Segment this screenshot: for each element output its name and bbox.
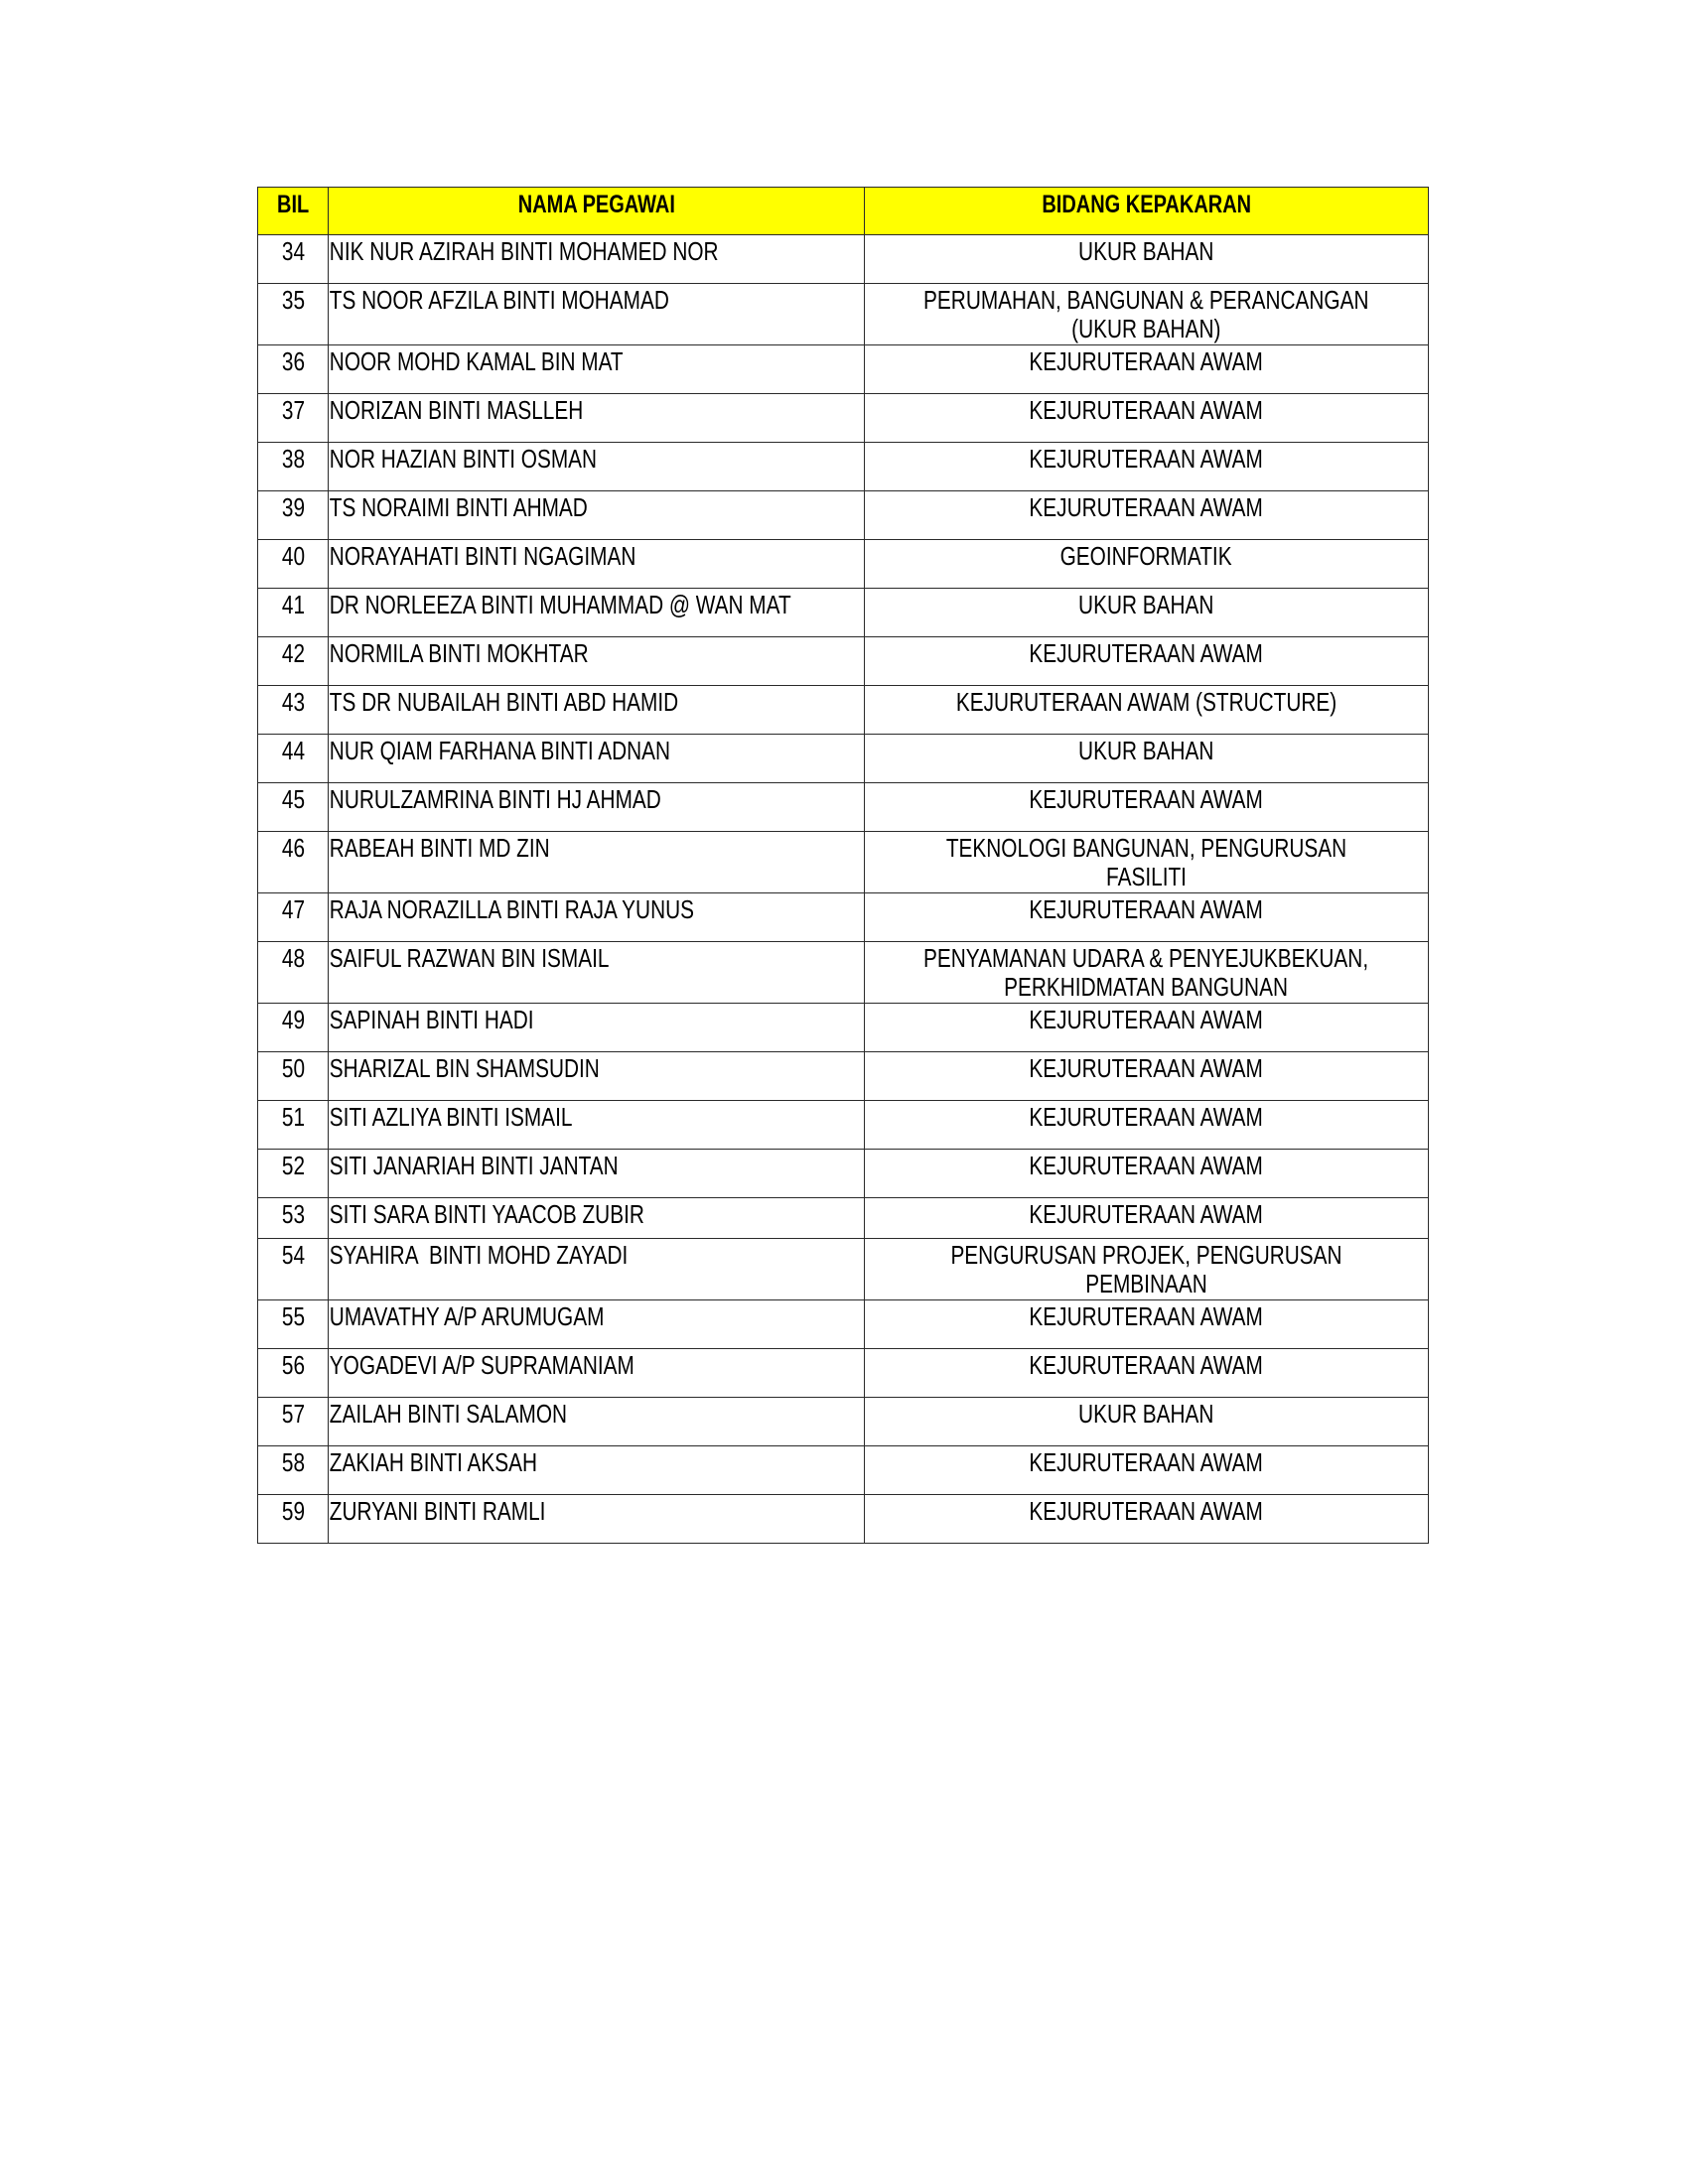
table-row	[258, 637, 1429, 686]
table-row	[258, 686, 1429, 735]
officer-name: RABEAH BINTI MD ZIN	[329, 833, 550, 863]
expertise-field	[1030, 1150, 1263, 1180]
expertise-line: KEJURUTERAAN AWAM (STRUCTURE)	[955, 687, 1337, 717]
expertise-field	[1030, 783, 1263, 814]
cell-nama-pegawai	[329, 942, 865, 1004]
cell-nama-pegawai	[329, 1300, 865, 1349]
table-header-row	[258, 188, 1429, 235]
row-number: 49	[281, 1005, 305, 1034]
row-number: 43	[281, 687, 305, 717]
expertise-field	[1030, 1349, 1263, 1380]
table-row	[258, 235, 1429, 284]
expertise-line: KEJURUTERAAN AWAM	[1029, 1151, 1264, 1180]
table-row	[258, 491, 1429, 540]
cell-bil	[258, 637, 329, 686]
officer-name: UMAVATHY A/P ARUMUGAM	[329, 1301, 605, 1331]
cell-nama-pegawai	[329, 1349, 865, 1398]
table-row	[258, 1495, 1429, 1544]
row-number: 54	[281, 1240, 305, 1270]
header-bil	[258, 188, 329, 235]
cell-bidang-kepakaran	[865, 235, 1429, 284]
table-row	[258, 1446, 1429, 1495]
row-number: 40	[281, 541, 305, 571]
row-number: 52	[281, 1151, 305, 1180]
cell-bil	[258, 589, 329, 637]
expertise-line: KEJURUTERAAN AWAM	[1029, 1350, 1264, 1380]
table-row	[258, 589, 1429, 637]
row-number: 38	[281, 444, 305, 474]
officer-name: NOR HAZIAN BINTI OSMAN	[329, 444, 598, 474]
cell-bidang-kepakaran	[865, 345, 1429, 394]
cell-bil	[258, 1004, 329, 1052]
expertise-line: KEJURUTERAAN AWAM	[1029, 1301, 1264, 1331]
expertise-line: KEJURUTERAAN AWAM	[1029, 1005, 1264, 1034]
expertise-line: KEJURUTERAAN AWAM	[1029, 1102, 1264, 1132]
row-number: 58	[281, 1447, 305, 1477]
row-number: 56	[281, 1350, 305, 1380]
table-row	[258, 443, 1429, 491]
table-row	[258, 1300, 1429, 1349]
table-row	[258, 540, 1429, 589]
cell-bil	[258, 284, 329, 345]
expertise-field	[1030, 394, 1263, 425]
cell-bil	[258, 1239, 329, 1300]
expertise-field	[923, 942, 1368, 1002]
staff-expertise-table	[257, 187, 1429, 1544]
officer-name: NURULZAMRINA BINTI HJ AHMAD	[329, 784, 661, 814]
table-row	[258, 832, 1429, 893]
expertise-field	[1030, 1198, 1263, 1229]
expertise-field	[921, 832, 1372, 891]
header-nama-pegawai	[329, 188, 865, 235]
cell-nama-pegawai	[329, 1398, 865, 1446]
cell-nama-pegawai	[329, 540, 865, 589]
table-row	[258, 284, 1429, 345]
officer-name: DR NORLEEZA BINTI MUHAMMAD @ WAN MAT	[329, 590, 791, 619]
expertise-field	[1030, 443, 1263, 474]
cell-nama-pegawai	[329, 1198, 865, 1239]
cell-nama-pegawai	[329, 1495, 865, 1544]
cell-bil	[258, 1300, 329, 1349]
officer-name: SYAHIRA BINTI MOHD ZAYADI	[329, 1240, 629, 1270]
expertise-field	[921, 1239, 1372, 1298]
cell-nama-pegawai	[329, 1101, 865, 1150]
expertise-field	[923, 284, 1368, 343]
cell-nama-pegawai	[329, 783, 865, 832]
cell-bil	[258, 1398, 329, 1446]
expertise-line: UKUR BAHAN	[1078, 236, 1214, 266]
cell-bidang-kepakaran	[865, 637, 1429, 686]
officer-name: ZAILAH BINTI SALAMON	[329, 1399, 568, 1429]
expertise-field	[1030, 893, 1263, 924]
cell-nama-pegawai	[329, 893, 865, 942]
cell-bidang-kepakaran	[865, 1495, 1429, 1544]
cell-bidang-kepakaran	[865, 686, 1429, 735]
cell-bidang-kepakaran	[865, 735, 1429, 783]
cell-nama-pegawai	[329, 686, 865, 735]
officer-name: TS NORAIMI BINTI AHMAD	[329, 492, 588, 522]
cell-nama-pegawai	[329, 589, 865, 637]
table-row	[258, 783, 1429, 832]
cell-nama-pegawai	[329, 443, 865, 491]
expertise-line: KEJURUTERAAN AWAM	[1029, 492, 1264, 522]
officer-name: SITI JANARIAH BINTI JANTAN	[329, 1151, 619, 1180]
cell-bil	[258, 345, 329, 394]
cell-bidang-kepakaran	[865, 284, 1429, 345]
cell-nama-pegawai	[329, 345, 865, 394]
cell-bidang-kepakaran	[865, 783, 1429, 832]
officer-name: SAIFUL RAZWAN BIN ISMAIL	[329, 943, 610, 973]
officer-name: ZURYANI BINTI RAMLI	[329, 1496, 546, 1526]
expertise-field	[1030, 491, 1263, 522]
row-number: 48	[281, 943, 305, 973]
cell-bil	[258, 235, 329, 284]
expertise-line: GEOINFORMATIK	[1060, 541, 1232, 571]
expertise-field	[1030, 637, 1263, 668]
cell-nama-pegawai	[329, 491, 865, 540]
row-number: 51	[281, 1102, 305, 1132]
expertise-line: PENGURUSAN PROJEK, PENGURUSAN PEMBINAAN	[950, 1240, 1342, 1298]
cell-bidang-kepakaran	[865, 443, 1429, 491]
row-number: 42	[281, 638, 305, 668]
cell-bidang-kepakaran	[865, 540, 1429, 589]
cell-bil	[258, 783, 329, 832]
cell-bil	[258, 443, 329, 491]
cell-nama-pegawai	[329, 1004, 865, 1052]
cell-bil	[258, 540, 329, 589]
header-bil-label: BIL	[276, 191, 310, 218]
cell-bil	[258, 942, 329, 1004]
expertise-field	[1030, 345, 1263, 376]
expertise-line: PENYAMANAN UDARA & PENYEJUKBEKUAN,	[923, 943, 1369, 973]
row-number: 44	[281, 736, 305, 765]
cell-bil	[258, 491, 329, 540]
header-bidang-kepakaran	[865, 188, 1429, 235]
cell-bidang-kepakaran	[865, 1300, 1429, 1349]
cell-bil	[258, 1198, 329, 1239]
row-number: 34	[281, 236, 305, 266]
cell-bil	[258, 1349, 329, 1398]
row-number: 50	[281, 1053, 305, 1083]
table-row	[258, 1398, 1429, 1446]
cell-nama-pegawai	[329, 284, 865, 345]
officer-name: SHARIZAL BIN SHAMSUDIN	[329, 1053, 600, 1083]
row-number: 35	[281, 285, 305, 315]
cell-bil	[258, 832, 329, 893]
cell-nama-pegawai	[329, 1239, 865, 1300]
table-row	[258, 1349, 1429, 1398]
officer-name: NORMILA BINTI MOKHTAR	[329, 638, 589, 668]
row-number: 47	[281, 894, 305, 924]
cell-bidang-kepakaran	[865, 1052, 1429, 1101]
row-number: 39	[281, 492, 305, 522]
cell-bil	[258, 735, 329, 783]
expertise-field	[1030, 1101, 1263, 1132]
cell-bidang-kepakaran	[865, 1239, 1429, 1300]
cell-bil	[258, 1495, 329, 1544]
cell-bil	[258, 686, 329, 735]
expertise-line: KEJURUTERAAN AWAM	[1029, 1447, 1264, 1477]
officer-name: SAPINAH BINTI HADI	[329, 1005, 534, 1034]
table-row	[258, 1004, 1429, 1052]
expertise-line: PERKHIDMATAN BANGUNAN	[1004, 972, 1289, 1002]
cell-bidang-kepakaran	[865, 1446, 1429, 1495]
cell-nama-pegawai	[329, 1052, 865, 1101]
row-number: 57	[281, 1399, 305, 1429]
officer-name: NIK NUR AZIRAH BINTI MOHAMED NOR	[329, 236, 719, 266]
row-number: 45	[281, 784, 305, 814]
expertise-field	[1078, 735, 1213, 765]
header-bidang-label: BIDANG KEPAKARAN	[1042, 191, 1251, 218]
table-row	[258, 942, 1429, 1004]
table-row	[258, 345, 1429, 394]
expertise-line: UKUR BAHAN	[1078, 736, 1214, 765]
expertise-line: KEJURUTERAAN AWAM	[1029, 444, 1264, 474]
row-number: 36	[281, 346, 305, 376]
cell-nama-pegawai	[329, 637, 865, 686]
expertise-line: KEJURUTERAAN AWAM	[1029, 784, 1264, 814]
officer-name: SITI SARA BINTI YAACOB ZUBIR	[329, 1199, 644, 1229]
cell-nama-pegawai	[329, 235, 865, 284]
table-body	[258, 235, 1429, 1544]
cell-bidang-kepakaran	[865, 942, 1429, 1004]
cell-bidang-kepakaran	[865, 1004, 1429, 1052]
officer-name: RAJA NORAZILLA BINTI RAJA YUNUS	[329, 894, 694, 924]
cell-bidang-kepakaran	[865, 1349, 1429, 1398]
row-number: 53	[281, 1199, 305, 1229]
cell-bil	[258, 893, 329, 942]
table-row	[258, 1198, 1429, 1239]
cell-bidang-kepakaran	[865, 1398, 1429, 1446]
expertise-field	[1060, 540, 1232, 571]
expertise-field	[1030, 1004, 1263, 1034]
cell-nama-pegawai	[329, 832, 865, 893]
officer-name: NUR QIAM FARHANA BINTI ADNAN	[329, 736, 671, 765]
expertise-field	[1030, 1446, 1263, 1477]
row-number: 37	[281, 395, 305, 425]
cell-bidang-kepakaran	[865, 394, 1429, 443]
cell-nama-pegawai	[329, 394, 865, 443]
expertise-field	[1078, 235, 1213, 266]
expertise-field	[956, 686, 1336, 717]
expertise-line: KEJURUTERAAN AWAM	[1029, 346, 1264, 376]
cell-nama-pegawai	[329, 1150, 865, 1198]
row-number: 59	[281, 1496, 305, 1526]
cell-nama-pegawai	[329, 1446, 865, 1495]
expertise-line: (UKUR BAHAN)	[1071, 314, 1221, 343]
officer-name: NOOR MOHD KAMAL BIN MAT	[329, 346, 624, 376]
header-nama-label: NAMA PEGAWAI	[517, 191, 675, 218]
cell-bidang-kepakaran	[865, 491, 1429, 540]
table-row	[258, 1052, 1429, 1101]
table-row	[258, 735, 1429, 783]
expertise-line: KEJURUTERAAN AWAM	[1029, 1199, 1264, 1229]
row-number: 41	[281, 590, 305, 619]
expertise-line: UKUR BAHAN	[1078, 1399, 1214, 1429]
expertise-line: UKUR BAHAN	[1078, 590, 1214, 619]
cell-bil	[258, 1446, 329, 1495]
table-row	[258, 893, 1429, 942]
row-number: 46	[281, 833, 305, 863]
table-row	[258, 394, 1429, 443]
expertise-line: KEJURUTERAAN AWAM	[1029, 1053, 1264, 1083]
officer-name: TS DR NUBAILAH BINTI ABD HAMID	[329, 687, 679, 717]
cell-bidang-kepakaran	[865, 1101, 1429, 1150]
expertise-line: KEJURUTERAAN AWAM	[1029, 395, 1264, 425]
expertise-line: KEJURUTERAAN AWAM	[1029, 894, 1264, 924]
expertise-field	[1078, 1398, 1213, 1429]
expertise-line: KEJURUTERAAN AWAM	[1029, 1496, 1264, 1526]
cell-bidang-kepakaran	[865, 893, 1429, 942]
table-row	[258, 1239, 1429, 1300]
officer-name: YOGADEVI A/P SUPRAMANIAM	[329, 1350, 634, 1380]
officer-name: NORIZAN BINTI MASLLEH	[329, 395, 584, 425]
officer-name: SITI AZLIYA BINTI ISMAIL	[329, 1102, 573, 1132]
cell-bil	[258, 1052, 329, 1101]
expertise-field	[1030, 1052, 1263, 1083]
row-number: 55	[281, 1301, 305, 1331]
cell-nama-pegawai	[329, 735, 865, 783]
expertise-line: TEKNOLOGI BANGUNAN, PENGURUSAN FASILITI	[945, 833, 1347, 891]
officer-name: ZAKIAH BINTI AKSAH	[329, 1447, 538, 1477]
cell-bil	[258, 1150, 329, 1198]
cell-bidang-kepakaran	[865, 1150, 1429, 1198]
expertise-line: PERUMAHAN, BANGUNAN & PERANCANGAN	[923, 285, 1369, 315]
expertise-field	[1030, 1300, 1263, 1331]
table-row	[258, 1101, 1429, 1150]
cell-bidang-kepakaran	[865, 1198, 1429, 1239]
officer-name: NORAYAHATI BINTI NGAGIMAN	[329, 541, 636, 571]
expertise-line: KEJURUTERAAN AWAM	[1029, 638, 1264, 668]
expertise-field	[1030, 1495, 1263, 1526]
table-row	[258, 1150, 1429, 1198]
cell-bil	[258, 1101, 329, 1150]
officer-name: TS NOOR AFZILA BINTI MOHAMAD	[329, 285, 669, 315]
cell-bidang-kepakaran	[865, 589, 1429, 637]
cell-bidang-kepakaran	[865, 832, 1429, 893]
expertise-field	[1078, 589, 1213, 619]
cell-bil	[258, 394, 329, 443]
